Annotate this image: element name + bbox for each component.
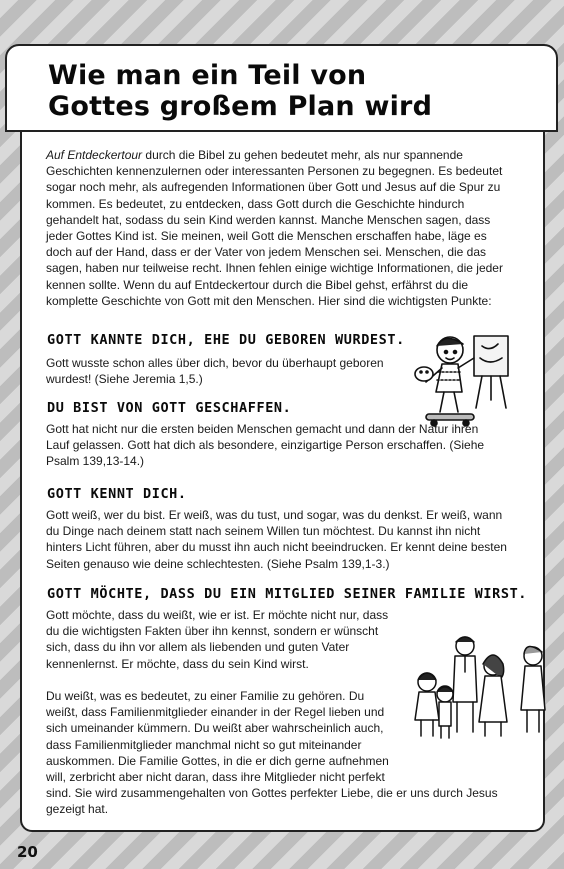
intro-italic-lead: Auf Entdeckertour [46,148,143,162]
title-line-1: Wie man ein Teil von [48,60,367,91]
section-body-4: Gott möchte, dass du weißt, wie er ist. Er möchte nicht nur, dass du die wichtigsten Fakten über ihn kennst, sondern er wünscht sich, dass du ihn vor allem als liebenden und guten Vater kennenlernst. Er möchte, dass du sein Kind wirst. [46,608,389,671]
section-body-4-continued [46,688,514,818]
intro-paragraph [46,147,511,309]
section-heading-1: GOTT KANNTE DICH, EHE DU GEBOREN WURDEST. [47,332,405,348]
section-body-3: Gott weiß, wer du bist. Er weiß, was du tust, und sogar, was du denkst. Er weiß, wann du Dinge nach deinem statt nach seinem Willen tun möchtest. Du kannst ihn nicht hinters Licht führen, aber du musst ihn auch nicht beeindrucken. Er kennt deine besten Seiten genauso wie deine schlechtesten. (Siehe Psalm 139,1-3.) [46,508,507,571]
section-heading-4: GOTT MÖCHTE, DASS DU EIN MITGLIED SEINER FAMILIE WIRST. [47,586,528,602]
section-body-2: Gott hat nicht nur die ersten beiden Menschen gemacht und dann der Natur ihren Lauf gelassen. Gott hat dich als besondere, einzigartige Person erschaffen. (Siehe Psalm 139,13-14.) [46,422,485,469]
section-body-1: Gott wusste schon alles über dich, bevor du überhaupt geboren wurdest! (Siehe Jeremia 1,5.) [46,356,384,387]
page-number: 20 [17,843,38,861]
intro-text: durch die Bibel zu gehen bedeutet mehr, als nur spannende Geschichten kennenzulernen oder interessanten Personen zu begegnen. Es bedeutet sogar noch mehr, als aufregenden Informationen über Gott und Jesus auf die Spur zu kommen. Es bedeutet, zu entdecken, dass Gott durch die Geschichte hindurch gehandelt hat, sodass du sein Kind werden kannst. Manche Menschen sagen, dass jeder Gottes Kind ist. Sie meinen, weil Gott die Menschen erschaffen habe, läge es doch auf der Hand, dass er der Vater von jedem Menschen sei. Menschen, die das sagen, haben nur teilweise recht. Ihnen fehlen einige wichtige Informationen, die jeder kennen sollte. Wenn du auf Entdeckertour durch die Bibel gehst, erfährst du die komplette Geschichte von Gott mit den Menschen. Hier sind die wichtigsten Punkte: [46,148,503,308]
page-title [48,60,518,122]
title-line-2: Gottes großem Plan wird [48,91,433,122]
section-heading-3: GOTT KENNT DICH. [47,486,187,502]
illustration-gap [396,688,514,784]
section-body-4-continued-text: Du weißt, was es bedeutet, zu einer Familie zu gehören. Du weißt, dass Familienmitglieder einander in der Regel lieben und sich umeinander kümmern. Du weißt aber wahrscheinlich auch, dass Familienmitglieder manchmal nicht so gut miteinander auskommen. Die Familie Gottes, in die er dich gerne aufnehmen will, zerbricht aber nicht daran, dass ihre Mitglieder nicht perfekt sind. Sie wird zusammengehalten von Gottes perfekter Liebe, die er uns durch Jesus gezeigt hat. [46,689,498,817]
section-heading-2: DU BIST VON GOTT GESCHAFFEN. [47,400,292,416]
